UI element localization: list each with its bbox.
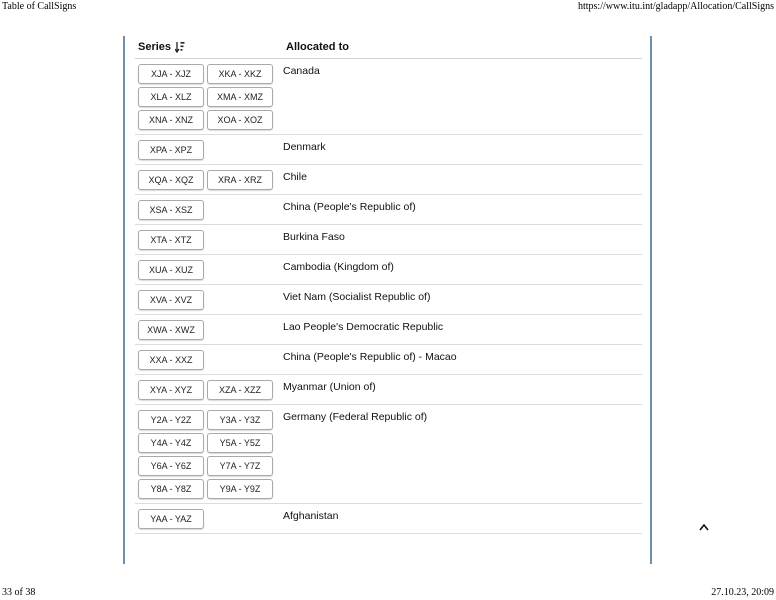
series-cell: [135, 320, 283, 340]
country-name: Denmark: [283, 141, 326, 153]
country-name: Burkina Faso: [283, 231, 345, 243]
series-button[interactable]: XWA - XWZ: [138, 320, 204, 340]
series-button[interactable]: Y9A - Y9Z: [207, 479, 273, 499]
sort-icon[interactable]: [175, 41, 185, 53]
table-header: [135, 36, 642, 59]
series-cell: [135, 350, 283, 370]
country-name: Chile: [283, 171, 307, 183]
table-row: [135, 285, 642, 315]
table-row: [135, 135, 642, 165]
series-button[interactable]: Y6A - Y6Z: [138, 456, 204, 476]
series-header[interactable]: [135, 41, 286, 53]
table-row: [135, 375, 642, 405]
table-row: [135, 255, 642, 285]
series-button[interactable]: XKA - XKZ: [207, 64, 273, 84]
page-number: 33 of 38: [2, 587, 36, 598]
table-row: [135, 504, 642, 534]
table-row: [135, 225, 642, 255]
series-cell: [135, 290, 283, 310]
series-button[interactable]: XXA - XXZ: [138, 350, 204, 370]
country-name: Myanmar (Union of): [283, 381, 376, 393]
country-name: Afghanistan: [283, 510, 339, 522]
country-name: Canada: [283, 65, 320, 77]
table-row: [135, 59, 642, 135]
series-cell: [135, 410, 283, 499]
allocated-header: Allocated to: [286, 41, 349, 53]
series-header-label: Series: [138, 41, 172, 53]
print-datetime: 27.10.23, 20:09: [711, 587, 774, 598]
table-row: [135, 165, 642, 195]
series-button[interactable]: XMA - XMZ: [207, 87, 273, 107]
series-button[interactable]: XRA - XRZ: [207, 170, 273, 190]
series-button[interactable]: XJA - XJZ: [138, 64, 204, 84]
series-button[interactable]: XVA - XVZ: [138, 290, 204, 310]
print-url: https://www.itu.int/gladapp/Allocation/CallSigns: [577, 1, 774, 12]
table-row: [135, 405, 642, 504]
country-name: Cambodia (Kingdom of): [283, 261, 394, 273]
series-button[interactable]: XUA - XUZ: [138, 260, 204, 280]
series-button[interactable]: Y4A - Y4Z: [138, 433, 204, 453]
country-name: Viet Nam (Socialist Republic of): [283, 291, 431, 303]
series-button[interactable]: XZA - XZZ: [207, 380, 273, 400]
series-cell: [135, 230, 283, 250]
series-button[interactable]: XQA - XQZ: [138, 170, 204, 190]
table-row: [135, 345, 642, 375]
print-footer: [0, 586, 776, 600]
series-button[interactable]: XSA - XSZ: [138, 200, 204, 220]
chevron-up-icon[interactable]: [697, 521, 711, 533]
country-name: Lao People's Democratic Republic: [283, 321, 444, 333]
series-button[interactable]: XNA - XNZ: [138, 110, 204, 130]
series-cell: [135, 140, 283, 160]
print-header: [0, 0, 776, 14]
table-body: [135, 59, 642, 534]
series-cell: [135, 64, 283, 130]
print-title: Table of CallSigns: [2, 1, 77, 12]
series-button[interactable]: Y3A - Y3Z: [207, 410, 273, 430]
country-name: China (People's Republic of): [283, 201, 416, 213]
series-cell: [135, 200, 283, 220]
series-button[interactable]: XOA - XOZ: [207, 110, 273, 130]
series-button[interactable]: XTA - XTZ: [138, 230, 204, 250]
callsign-table: [135, 36, 642, 534]
series-button[interactable]: Y8A - Y8Z: [138, 479, 204, 499]
series-button[interactable]: Y7A - Y7Z: [207, 456, 273, 476]
series-button[interactable]: YAA - YAZ: [138, 509, 204, 529]
series-button[interactable]: Y2A - Y2Z: [138, 410, 204, 430]
country-name: Germany (Federal Republic of): [283, 411, 428, 423]
table-row: [135, 315, 642, 345]
series-button[interactable]: XYA - XYZ: [138, 380, 204, 400]
series-button[interactable]: Y5A - Y5Z: [207, 433, 273, 453]
series-cell: [135, 170, 283, 190]
series-cell: [135, 260, 283, 280]
series-button[interactable]: XLA - XLZ: [138, 87, 204, 107]
series-cell: [135, 380, 283, 400]
table-row: [135, 195, 642, 225]
country-name: China (People's Republic of) - Macao: [283, 351, 457, 363]
series-button[interactable]: XPA - XPZ: [138, 140, 204, 160]
series-cell: [135, 509, 283, 529]
